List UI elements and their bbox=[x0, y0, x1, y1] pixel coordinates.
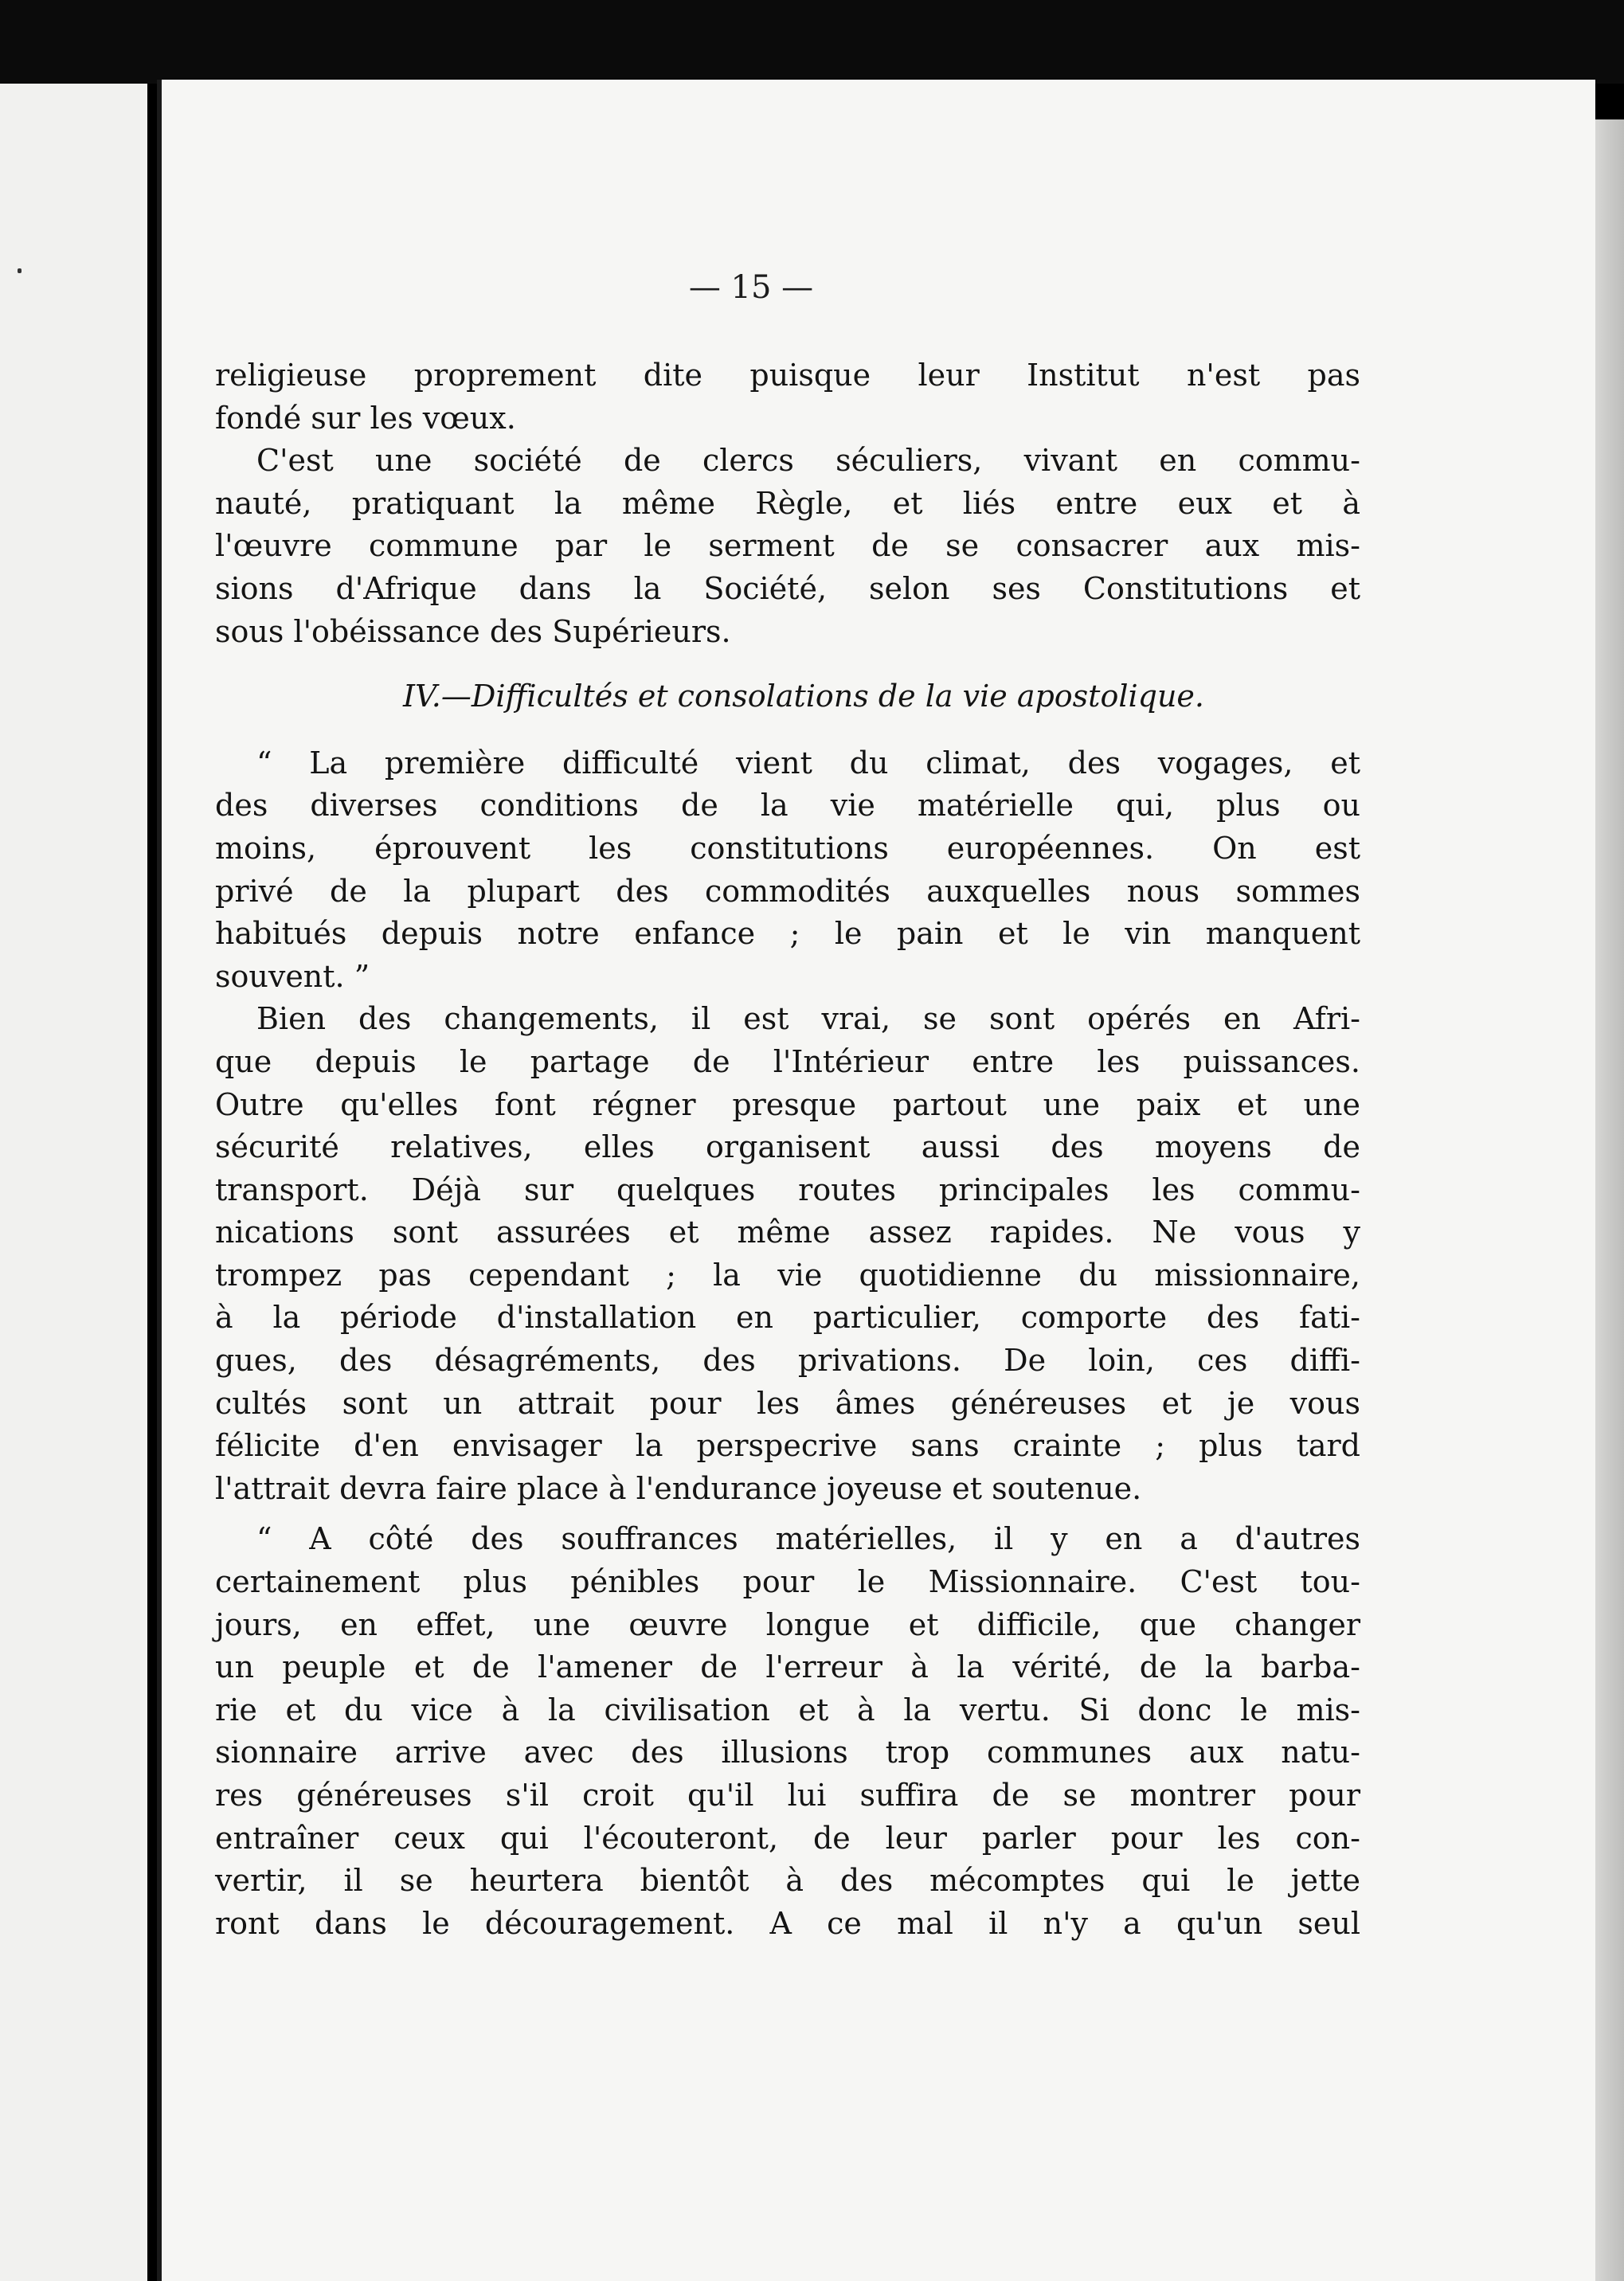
page-edge-shadow bbox=[1593, 119, 1624, 2281]
text-line: Outre qu'elles font régner presque partout une paix et une bbox=[215, 1086, 1360, 1122]
paragraph-gap bbox=[215, 1510, 1360, 1518]
text-line: nauté, pratiquant la même Règle, et liés entre eux et à bbox=[215, 485, 1360, 521]
text-line: transport. Déjà sur quelques routes principales les commu- bbox=[215, 1172, 1360, 1207]
text-line: un peuple et de l'amener de l'erreur à la vérité, de la barba- bbox=[215, 1649, 1360, 1685]
paragraph-5 bbox=[215, 1518, 1360, 1945]
text-line: “ La première difficulté vient du climat, des vogages, et bbox=[256, 745, 1360, 781]
text-line: rie et du vice à la civilisation et à la vertu. Si donc le mis- bbox=[215, 1692, 1360, 1727]
text-line: religieuse proprement dite puisque leur Institut n'est pas bbox=[215, 358, 1360, 393]
text-line: “ A côté des souffrances matérielles, il y en a d'autres bbox=[256, 1521, 1360, 1557]
text-line: que depuis le partage de l'Intérieur entre les puissances. bbox=[215, 1043, 1360, 1079]
text-line: cultés sont un attrait pour les âmes généreuses et je vous bbox=[215, 1385, 1360, 1421]
text-line: res généreuses s'il croit qu'il lui suffira de se montrer pour bbox=[215, 1778, 1360, 1813]
text-line: entraîner ceux qui l'écouteront, de leur parler pour les con- bbox=[215, 1820, 1360, 1856]
text-line: gues, des désagréments, des privations. De loin, ces diffi- bbox=[215, 1343, 1360, 1379]
text-line: ront dans le découragement. A ce mal il n'y a qu'un seul bbox=[215, 1905, 1360, 1941]
paragraph-2 bbox=[215, 440, 1360, 653]
text-line: C'est une société de clercs séculiers, vivant en commu- bbox=[256, 443, 1360, 479]
page-body-text bbox=[215, 354, 1360, 1945]
text-line: trompez pas cependant ; la vie quotidienne du missionnaire, bbox=[215, 1257, 1360, 1293]
section-heading: IV.—Difficultés et consolations de la vie apostolique. bbox=[403, 679, 1204, 714]
text-line: des diverses conditions de la vie matérielle qui, plus ou bbox=[215, 788, 1360, 824]
page-number: — 15 — bbox=[688, 269, 814, 306]
text-line: certainement plus pénibles pour le Missionnaire. C'est tou- bbox=[215, 1564, 1360, 1600]
text-line: souvent. ” bbox=[215, 958, 370, 994]
text-line: nications sont assurées et même assez rapides. Ne vous y bbox=[215, 1215, 1360, 1250]
scan-top-border bbox=[0, 0, 1624, 84]
text-line: Bien des changements, il est vrai, se sont opérés en Afri- bbox=[256, 1001, 1360, 1037]
text-line: sionnaire arrive avec des illusions trop communes aux natu- bbox=[215, 1735, 1360, 1770]
text-line: à la période d'installation en particulier, comporte des fati- bbox=[215, 1300, 1360, 1336]
text-line: privé de la plupart des commodités auxquelles nous sommes bbox=[215, 873, 1360, 909]
text-line: sous l'obéissance des Supérieurs. bbox=[215, 613, 731, 649]
text-line: fondé sur les vœux. bbox=[215, 400, 516, 436]
text-line: sions d'Afrique dans la Société, selon ses Constitutions et bbox=[215, 570, 1360, 606]
ink-speck bbox=[18, 268, 22, 273]
paragraph-1 bbox=[215, 354, 1360, 440]
text-line: moins, éprouvent les constitutions européennes. On est bbox=[215, 830, 1360, 866]
text-line: félicite d'en envisager la perspecrive sans crainte ; plus tard bbox=[215, 1428, 1360, 1464]
facing-page-edge bbox=[0, 84, 147, 2281]
text-line: l'attrait devra faire place à l'endurance joyeuse et soutenue. bbox=[215, 1470, 1142, 1506]
text-line: habitués depuis notre enfance ; le pain et le vin manquent bbox=[215, 916, 1360, 952]
paragraph-4 bbox=[215, 998, 1360, 1510]
text-line: jours, en effet, une œuvre longue et difficile, que changer bbox=[215, 1606, 1360, 1642]
text-line: sécurité relatives, elles organisent aussi des moyens de bbox=[215, 1129, 1360, 1165]
text-line: vertir, il se heurtera bientôt à des mécomptes qui le jette bbox=[215, 1863, 1360, 1899]
text-line: l'œuvre commune par le serment de se consacrer aux mis- bbox=[215, 528, 1360, 564]
paragraph-3 bbox=[215, 742, 1360, 999]
